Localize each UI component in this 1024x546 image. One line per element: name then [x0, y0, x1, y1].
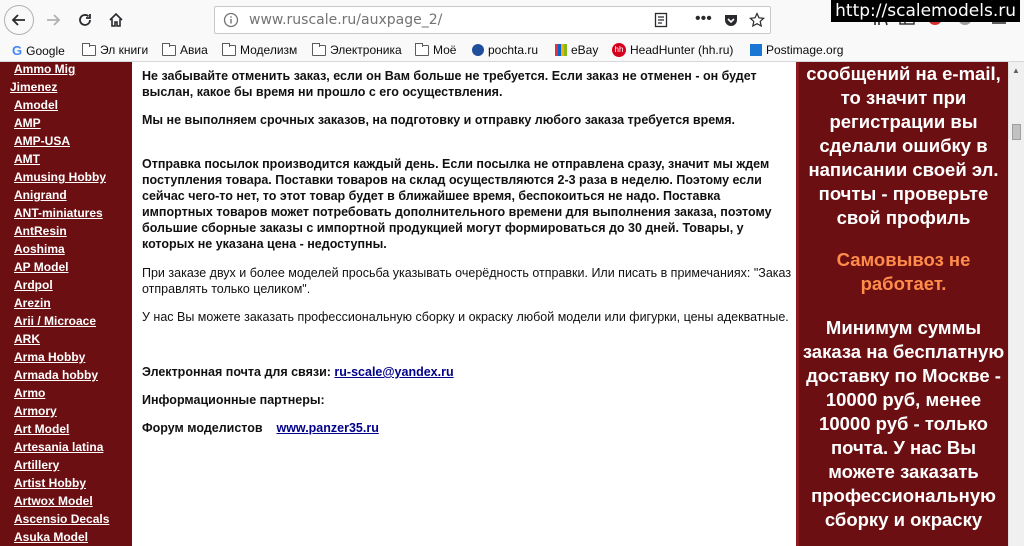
sidebar-item-armada-hobby[interactable]: Armada hobby [14, 368, 99, 382]
notice-assembly-service: У нас Вы можете заказать профессиональную сборку и окраску любой модели или фигурки, цены адекватные. [142, 310, 789, 324]
sidebar-item-ardpol[interactable]: Ardpol [14, 278, 53, 292]
sidebar-item-arma-hobby[interactable]: Arma Hobby [14, 350, 86, 364]
forum-link[interactable]: www.panzer35.ru [276, 421, 379, 435]
sidebar-item-amusing-hobby[interactable]: Amusing Hobby [14, 170, 106, 184]
browser-toolbar [0, 0, 1024, 40]
postimage-icon [750, 44, 762, 56]
bookmark-label: Postimage.org [766, 43, 844, 57]
folder-icon [162, 45, 176, 56]
bookmarks-bar [0, 40, 1024, 62]
notice-order-sequence: При заказе двух и более моделей просьба указывать очерёдность отправки. Или писать в примечаниях: "Заказ отправлять только целиком". [142, 266, 792, 296]
sidebar-item-ascensio-decals[interactable]: Ascensio Decals [14, 512, 110, 526]
sidebar-item-asuka-model[interactable]: Asuka Model [14, 530, 89, 544]
sidebar-item-amt[interactable]: AMT [14, 152, 40, 166]
back-arrow-icon [11, 12, 27, 28]
sidebar-item-aoshima[interactable]: Aoshima [14, 242, 65, 256]
sidebar-item-arii-microace[interactable]: Arii / Microace [14, 314, 97, 328]
bookmark-label: Google [26, 43, 65, 58]
url-text [249, 12, 442, 28]
bookmark-label: Моделизм [240, 43, 298, 57]
sidebar-item-armory[interactable]: Armory [14, 404, 57, 418]
notice-no-urgent: Мы не выполняем срочных заказов, на подготовку и отправку любого заказа требуется время. [142, 113, 736, 127]
bookmark-star-icon[interactable] [749, 12, 765, 33]
pochta-icon [472, 44, 484, 56]
address-bar[interactable] [214, 6, 771, 34]
sidebar-item-jimenez[interactable]: Jimenez [10, 80, 58, 94]
bookmark-label: Авиа [180, 43, 208, 57]
registration-email-notice: сообщений на e-mail, то значит при регистрации вы сделали ошибку в написании своей эл. почты - проверьте свой профиль [806, 63, 1001, 228]
page-scrollbar[interactable] [1008, 62, 1024, 546]
pocket-icon[interactable] [723, 12, 739, 33]
bookmark-folder-ebooks[interactable] [82, 43, 148, 57]
bookmark-label: Моё [433, 43, 457, 57]
bookmark-headhunter[interactable] [612, 43, 733, 57]
notice-shipping: Отправка посылок производится каждый день. Если посылка не отправлена сразу, значит мы ждем поступления товара. Поставки товаров на склад осуществляются 2-3 раза в неделю. Поэтому если сейчас чего-то нет, то этот товар будет в ближайшее время, беспокоиться не надо. Поставка импортных товаров может потребовать дополнительного времени для выполнения заказа, поэтому большие сборные заказы с импортной продукцией могут формироваться до 30 дней. Товары, у которых не указана цена - недоступны. [142, 157, 772, 251]
bookmark-pochta[interactable] [472, 43, 538, 57]
bookmark-ebay[interactable] [555, 43, 598, 57]
bookmark-label: HeadHunter (hh.ru) [630, 43, 734, 57]
scrollbar-thumb[interactable] [1012, 124, 1021, 140]
bookmark-label: eBay [571, 43, 599, 57]
main-content [132, 62, 796, 546]
bookmark-postimage[interactable] [750, 43, 843, 57]
folder-icon [312, 45, 326, 56]
page-actions-icon[interactable]: ••• [695, 10, 712, 27]
google-icon: G [12, 43, 23, 58]
email-label: Электронная почта для связи: [142, 365, 331, 379]
pickup-unavailable-notice: Самовывоз не работает. [836, 249, 971, 294]
forward-arrow-icon [45, 12, 61, 28]
brand-sidebar [0, 62, 132, 546]
reload-button[interactable] [70, 5, 100, 35]
bookmark-folder-avia[interactable] [162, 43, 208, 57]
sidebar-item-antresin[interactable]: AntResin [14, 224, 67, 238]
forum-label: Форум моделистов [142, 421, 263, 435]
contact-email-row [142, 364, 792, 380]
email-link[interactable]: ru-scale@yandex.ru [334, 365, 454, 379]
sidebar-item-amodel[interactable]: Amodel [14, 98, 59, 112]
sidebar-item-ark[interactable]: ARK [14, 332, 40, 346]
bookmark-label: Эл книги [100, 43, 149, 57]
folder-icon [415, 45, 429, 56]
sidebar-item-anigrand[interactable]: Anigrand [14, 188, 67, 202]
sidebar-item-amp-usa[interactable]: AMP-USA [14, 134, 70, 148]
sidebar-item-armo[interactable]: Armo [14, 386, 46, 400]
back-button[interactable] [4, 5, 34, 35]
bookmark-label: pochta.ru [488, 43, 539, 57]
sidebar-item-artist-hobby[interactable]: Artist Hobby [14, 476, 86, 490]
sidebar-item-artillery[interactable]: Artillery [14, 458, 60, 472]
folder-icon [82, 45, 96, 56]
reload-icon [77, 12, 93, 28]
sidebar-item-artwox-model[interactable]: Artwox Model [14, 494, 93, 508]
sidebar-item-ammo-mig[interactable]: Ammo Mig [14, 62, 76, 76]
sidebar-item-ap-model[interactable]: AP Model [14, 260, 69, 274]
hh-icon: hh [612, 43, 626, 57]
bookmark-folder-modelism[interactable] [222, 43, 297, 57]
info-panel [796, 62, 1008, 546]
scroll-up-icon[interactable]: ▲ [1012, 66, 1020, 75]
bookmark-folder-electronics[interactable] [312, 43, 402, 57]
url-host: www.ruscale.ru [249, 12, 357, 28]
forward-button[interactable] [38, 5, 68, 35]
home-icon [108, 12, 124, 28]
site-info-icon[interactable] [223, 12, 239, 33]
ebay-icon [555, 44, 567, 56]
sidebar-item-ant-miniatures[interactable]: ANT-miniatures [14, 206, 103, 220]
bookmark-folder-mine[interactable] [415, 43, 456, 57]
reader-view-icon[interactable] [653, 12, 669, 33]
partners-label: Информационные партнеры: [142, 393, 325, 407]
url-path: /auxpage_2/ [356, 12, 443, 28]
sidebar-item-arezin[interactable]: Arezin [14, 296, 51, 310]
forum-row [142, 420, 792, 436]
sidebar-item-art-model[interactable]: Art Model [14, 422, 70, 436]
bookmark-google[interactable] [12, 43, 65, 58]
web-page [0, 62, 1024, 546]
sidebar-item-artesania-latina[interactable]: Artesania latina [14, 440, 104, 454]
sidebar-item-amp[interactable]: AMP [14, 116, 41, 130]
bookmark-label: Электроника [330, 43, 402, 57]
notice-cancel-order: Не забывайте отменить заказ, если он Вам больше не требуется. Если заказ не отменен - он будет выслан, какое бы время ни прошло с его осуществления. [142, 69, 757, 99]
folder-icon [222, 45, 236, 56]
home-button[interactable] [101, 5, 131, 35]
watermark-text: http://scalemodels.ru [831, 0, 1020, 22]
free-delivery-notice: Минимум суммы заказа на бесплатную доставку по Москве - 10000 руб, менее 10000 руб - только почта. У нас Вы можете заказать профессиональную сборку и окраску [802, 317, 1005, 530]
